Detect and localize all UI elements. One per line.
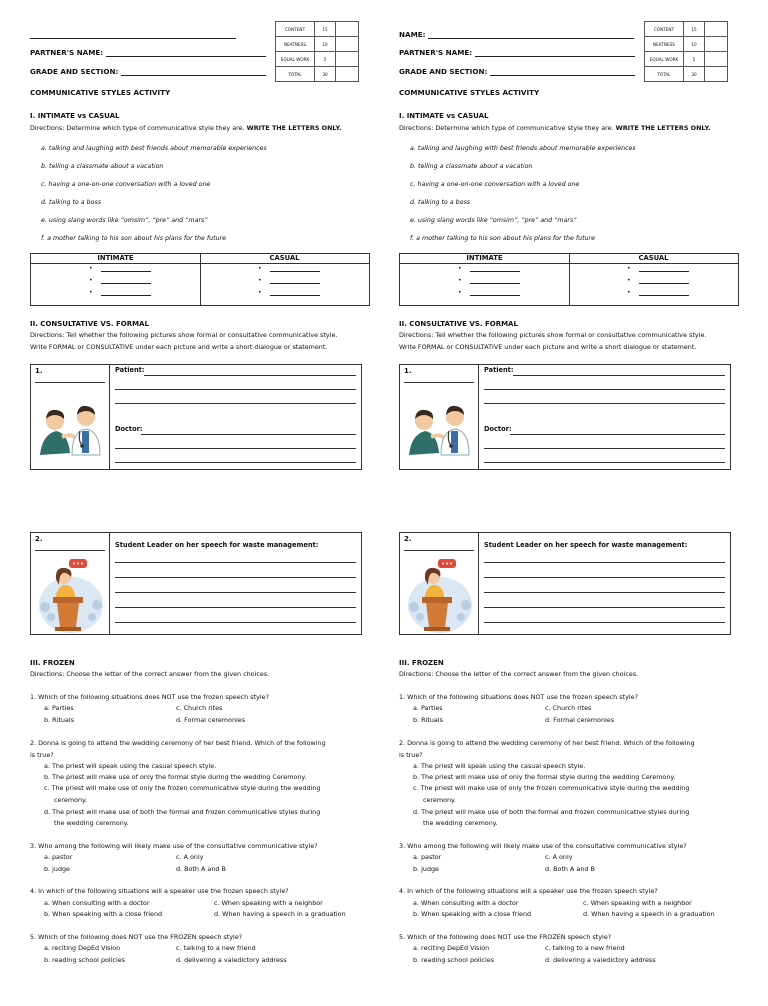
partner-name-field[interactable]: PARTNER'S NAME: (399, 48, 635, 57)
speech-line[interactable] (484, 592, 725, 593)
formal-box (399, 532, 731, 635)
part3-title: III. FROZEN (399, 659, 444, 667)
doctor-line[interactable] (115, 462, 356, 463)
question-1: 1. Which of the following situations does NOT use the frozen speech style? (30, 693, 269, 701)
question-3: 3. Who among the following will likely make use of the consultative communicative style? (399, 842, 687, 850)
patient-line[interactable] (144, 375, 356, 376)
list-item: c. having a one-on-one conversation with a loved one (410, 181, 580, 188)
question-4: 4. In which of the following situations will a speaker use the frozen speech style? (399, 887, 658, 895)
choice-3d[interactable]: d. Both A and B (545, 865, 595, 873)
choice-1d[interactable]: d. Formal ceremonies (545, 716, 615, 724)
choice-4a[interactable]: a. When consulting with a doctor (413, 899, 519, 907)
casual-answer-3[interactable]: • (627, 289, 689, 296)
intimate-header: INTIMATE (31, 254, 200, 264)
question-5: 5. Which of the following does NOT use the FROZEN speech style? (30, 933, 243, 941)
speech-line[interactable] (484, 622, 725, 623)
intimate-answer-1[interactable]: • (89, 265, 151, 272)
question-5: 5. Which of the following does NOT use the FROZEN speech style? (399, 933, 612, 941)
choice-2c-cont: ceremony. (54, 796, 87, 804)
choice-2d[interactable]: d. The priest will make use of both the formal and frozen communicative styles during (413, 808, 690, 816)
patient-label: Patient: (484, 366, 514, 374)
intimate-header: INTIMATE (400, 254, 569, 264)
part2-title: II. CONSULTATIVE VS. FORMAL (399, 320, 518, 328)
choice-5c[interactable]: c. talking to a new friend (545, 944, 625, 952)
activity-title: COMMUNICATIVE STYLES ACTIVITY (30, 88, 171, 97)
choice-4b[interactable]: b. When speaking with a close friend (44, 910, 163, 918)
choice-1b[interactable]: b. Rituals (44, 716, 74, 724)
box2-answer-line[interactable] (404, 550, 474, 551)
choice-3b[interactable]: b. judge (413, 865, 439, 873)
casual-answer-3[interactable]: • (258, 289, 320, 296)
choice-2c[interactable]: c. The priest will make use of only the frozen communicative style during the wedding (413, 784, 690, 792)
rubric-table (275, 21, 359, 82)
choice-1d[interactable]: d. Formal ceremonies (176, 716, 246, 724)
worksheet-copy-right (399, 0, 751, 1006)
speech-line[interactable] (484, 607, 725, 608)
list-item: b. telling a classmate about a vacation (41, 163, 164, 170)
speech-line[interactable] (484, 577, 725, 578)
speaker-podium-illustration (37, 555, 105, 633)
choice-1c[interactable]: c. Church rites (176, 704, 223, 712)
part3-title: III. FROZEN (30, 659, 75, 667)
choice-1c[interactable]: c. Church rites (545, 704, 592, 712)
doctor-line[interactable] (115, 448, 356, 449)
choice-3a[interactable]: a. pastor (44, 853, 73, 861)
choice-1b[interactable]: b. Rituals (413, 716, 443, 724)
formal-box (30, 532, 362, 635)
speech-label: Student Leader on her speech for waste management: (115, 541, 319, 549)
choice-5b[interactable]: b. reading school policies (413, 956, 495, 964)
speaker-podium-illustration (406, 555, 474, 633)
choice-5d[interactable]: d. delivering a valedictory address (545, 956, 656, 964)
list-item: d. talking to a boss (410, 199, 471, 206)
choice-3d[interactable]: d. Both A and B (176, 865, 226, 873)
question-2-cont: is true? (399, 751, 423, 759)
rubric-row: EQUAL WORK 5 (276, 52, 359, 67)
question-2-cont: is true? (30, 751, 54, 759)
doctor-label: Doctor: (484, 425, 512, 433)
casual-answer-2[interactable]: • (258, 277, 320, 284)
choice-2c[interactable]: c. The priest will make use of only the frozen communicative style during the wedding (44, 784, 321, 792)
intimate-answer-2[interactable]: • (458, 277, 520, 284)
box1-number: 1. (404, 367, 412, 375)
question-4: 4. In which of the following situations will a speaker use the frozen speech style? (30, 887, 289, 895)
box1-answer-line[interactable] (35, 382, 105, 383)
patient-line[interactable] (513, 375, 725, 376)
list-item: a. talking and laughing with best friends about memorable experiences (41, 145, 267, 152)
casual-header: CASUAL (200, 254, 369, 264)
speech-line[interactable] (484, 562, 725, 563)
list-item: d. talking to a boss (41, 199, 102, 206)
intimate-casual-table (399, 253, 739, 306)
partner-name-field[interactable]: PARTNER'S NAME: (30, 48, 266, 57)
part3-directions: Directions: Choose the letter of the correct answer from the given choices. (30, 670, 270, 678)
choice-4d[interactable]: d. When having a speech in a graduation (214, 910, 346, 918)
rubric-row: CONTENT 15 (276, 22, 359, 37)
choice-5b[interactable]: b. reading school policies (44, 956, 126, 964)
list-item: e. using slang words like “omsim”, “pre” and “mars” (41, 217, 208, 224)
speech-label: Student Leader on her speech for waste management: (484, 541, 688, 549)
name-field[interactable]: NAME: (399, 30, 634, 39)
rubric-row: TOTAL 30 (276, 67, 359, 82)
speech-line[interactable] (115, 622, 356, 623)
choice-4d[interactable]: d. When having a speech in a graduation (583, 910, 715, 918)
casual-answer-2[interactable]: • (627, 277, 689, 284)
choice-1a[interactable]: a. Parties (413, 704, 443, 712)
intimate-answer-3[interactable]: • (89, 289, 151, 296)
choice-5a[interactable]: a. reciting DepEd Vision (44, 944, 121, 952)
part1-title: I. INTIMATE vs CASUAL (30, 112, 120, 120)
part1-title: I. INTIMATE vs CASUAL (399, 112, 489, 120)
choice-2a[interactable]: a. The priest will speak using the casual speech style. (413, 762, 586, 770)
intimate-answer-3[interactable]: • (458, 289, 520, 296)
choice-5d[interactable]: d. delivering a valedictory address (176, 956, 287, 964)
consultative-box (399, 364, 731, 470)
choice-4c[interactable]: c. When speaking with a neighbor (583, 899, 692, 907)
activity-title: COMMUNICATIVE STYLES ACTIVITY (399, 88, 540, 97)
choice-2d-cont: the wedding ceremony. (54, 819, 129, 827)
question-2: 2. Donna is going to attend the wedding ceremony of her best friend. Which of the following (30, 739, 326, 747)
part2-title: II. CONSULTATIVE VS. FORMAL (30, 320, 149, 328)
choice-3a[interactable]: a. pastor (413, 853, 442, 861)
question-2: 2. Donna is going to attend the wedding ceremony of her best friend. Which of the following (399, 739, 695, 747)
choice-3b[interactable]: b. judge (44, 865, 70, 873)
list-item: e. using slang words like “omsim”, “pre” and “mars” (410, 217, 577, 224)
rubric-table (644, 21, 728, 82)
speech-line[interactable] (115, 577, 356, 578)
list-item: f. a mother talking to his son about his plans for the future (410, 235, 596, 242)
rubric-row: NEATNESS 10 (276, 37, 359, 52)
choice-5a[interactable]: a. reciting DepEd Vision (413, 944, 490, 952)
box1-answer-line[interactable] (404, 382, 474, 383)
grade-section-field[interactable]: GRADE AND SECTION: (399, 67, 635, 76)
part2-directions-2: Write FORMAL or CONSULTATIVE under each picture and write a short dialogue or statement. (30, 343, 328, 351)
part2-directions-2: Write FORMAL or CONSULTATIVE under each picture and write a short dialogue or statement. (399, 343, 697, 351)
speech-line[interactable] (115, 592, 356, 593)
worksheet-copy-left (30, 0, 382, 1006)
part3-directions: Directions: Choose the letter of the correct answer from the given choices. (399, 670, 639, 678)
rubric-row: EQUAL WORK 5 (645, 52, 728, 67)
question-3: 3. Who among the following will likely make use of the consultative communicative style? (30, 842, 318, 850)
rubric-row: CONTENT 15 (645, 22, 728, 37)
list-item: a. talking and laughing with best friends about memorable experiences (410, 145, 636, 152)
grade-section-field[interactable]: GRADE AND SECTION: (30, 67, 266, 76)
choice-3c[interactable]: c. A only (176, 853, 204, 861)
choice-4b[interactable]: b. When speaking with a close friend (413, 910, 532, 918)
box2-number: 2. (35, 535, 43, 543)
choice-4a[interactable]: a. When consulting with a doctor (44, 899, 150, 907)
box2-answer-line[interactable] (35, 550, 105, 551)
list-item: c. having a one-on-one conversation with a loved one (41, 181, 211, 188)
patient-line[interactable] (115, 403, 356, 404)
patient-line[interactable] (484, 403, 725, 404)
part2-directions-1: Directions: Tell whether the following pictures show formal or consultative communicative style. (399, 331, 707, 339)
choice-2d-cont: the wedding ceremony. (423, 819, 498, 827)
choice-2b[interactable]: b. The priest will make use of only the formal style during the wedding Ceremony. (413, 773, 676, 781)
choice-2c-cont: ceremony. (423, 796, 456, 804)
rubric-row: TOTAL 30 (645, 67, 728, 82)
box1-number: 1. (35, 367, 43, 375)
question-1: 1. Which of the following situations does NOT use the frozen speech style? (399, 693, 638, 701)
speech-line[interactable] (115, 607, 356, 608)
intimate-answer-2[interactable]: • (89, 277, 151, 284)
list-item: f. a mother talking to his son about his plans for the future (41, 235, 227, 242)
doctor-line[interactable] (484, 448, 725, 449)
part1-directions: Directions: Determine which type of communicative style they are. WRITE THE LETTERS ONLY. (30, 124, 342, 132)
doctor-line[interactable] (484, 462, 725, 463)
part1-directions: Directions: Determine which type of communicative style they are. WRITE THE LETTERS ONLY. (399, 124, 711, 132)
choice-1a[interactable]: a. Parties (44, 704, 74, 712)
patient-line[interactable] (115, 389, 356, 390)
name-field[interactable] (30, 30, 236, 39)
casual-answer-1[interactable]: • (258, 265, 320, 272)
patient-line[interactable] (484, 389, 725, 390)
choice-3c[interactable]: c. A only (545, 853, 573, 861)
casual-answer-1[interactable]: • (627, 265, 689, 272)
doctor-label: Doctor: (115, 425, 143, 433)
doctor-patient-illustration (407, 391, 473, 457)
box2-number: 2. (404, 535, 412, 543)
consultative-box (30, 364, 362, 470)
rubric-row: NEATNESS 10 (645, 37, 728, 52)
choice-2a[interactable]: a. The priest will speak using the casual speech style. (44, 762, 217, 770)
intimate-answer-1[interactable]: • (458, 265, 520, 272)
choice-2b[interactable]: b. The priest will make use of only the formal style during the wedding Ceremony. (44, 773, 307, 781)
doctor-patient-illustration (38, 391, 104, 457)
speech-line[interactable] (115, 562, 356, 563)
doctor-line[interactable] (510, 434, 725, 435)
part2-directions-1: Directions: Tell whether the following pictures show formal or consultative communicative style. (30, 331, 338, 339)
doctor-line[interactable] (141, 434, 356, 435)
choice-5c[interactable]: c. talking to a new friend (176, 944, 256, 952)
list-item: b. telling a classmate about a vacation (410, 163, 533, 170)
choice-4c[interactable]: c. When speaking with a neighbor (214, 899, 323, 907)
patient-label: Patient: (115, 366, 145, 374)
intimate-casual-table (30, 253, 370, 306)
choice-2d[interactable]: d. The priest will make use of both the formal and frozen communicative styles during (44, 808, 321, 816)
casual-header: CASUAL (569, 254, 738, 264)
